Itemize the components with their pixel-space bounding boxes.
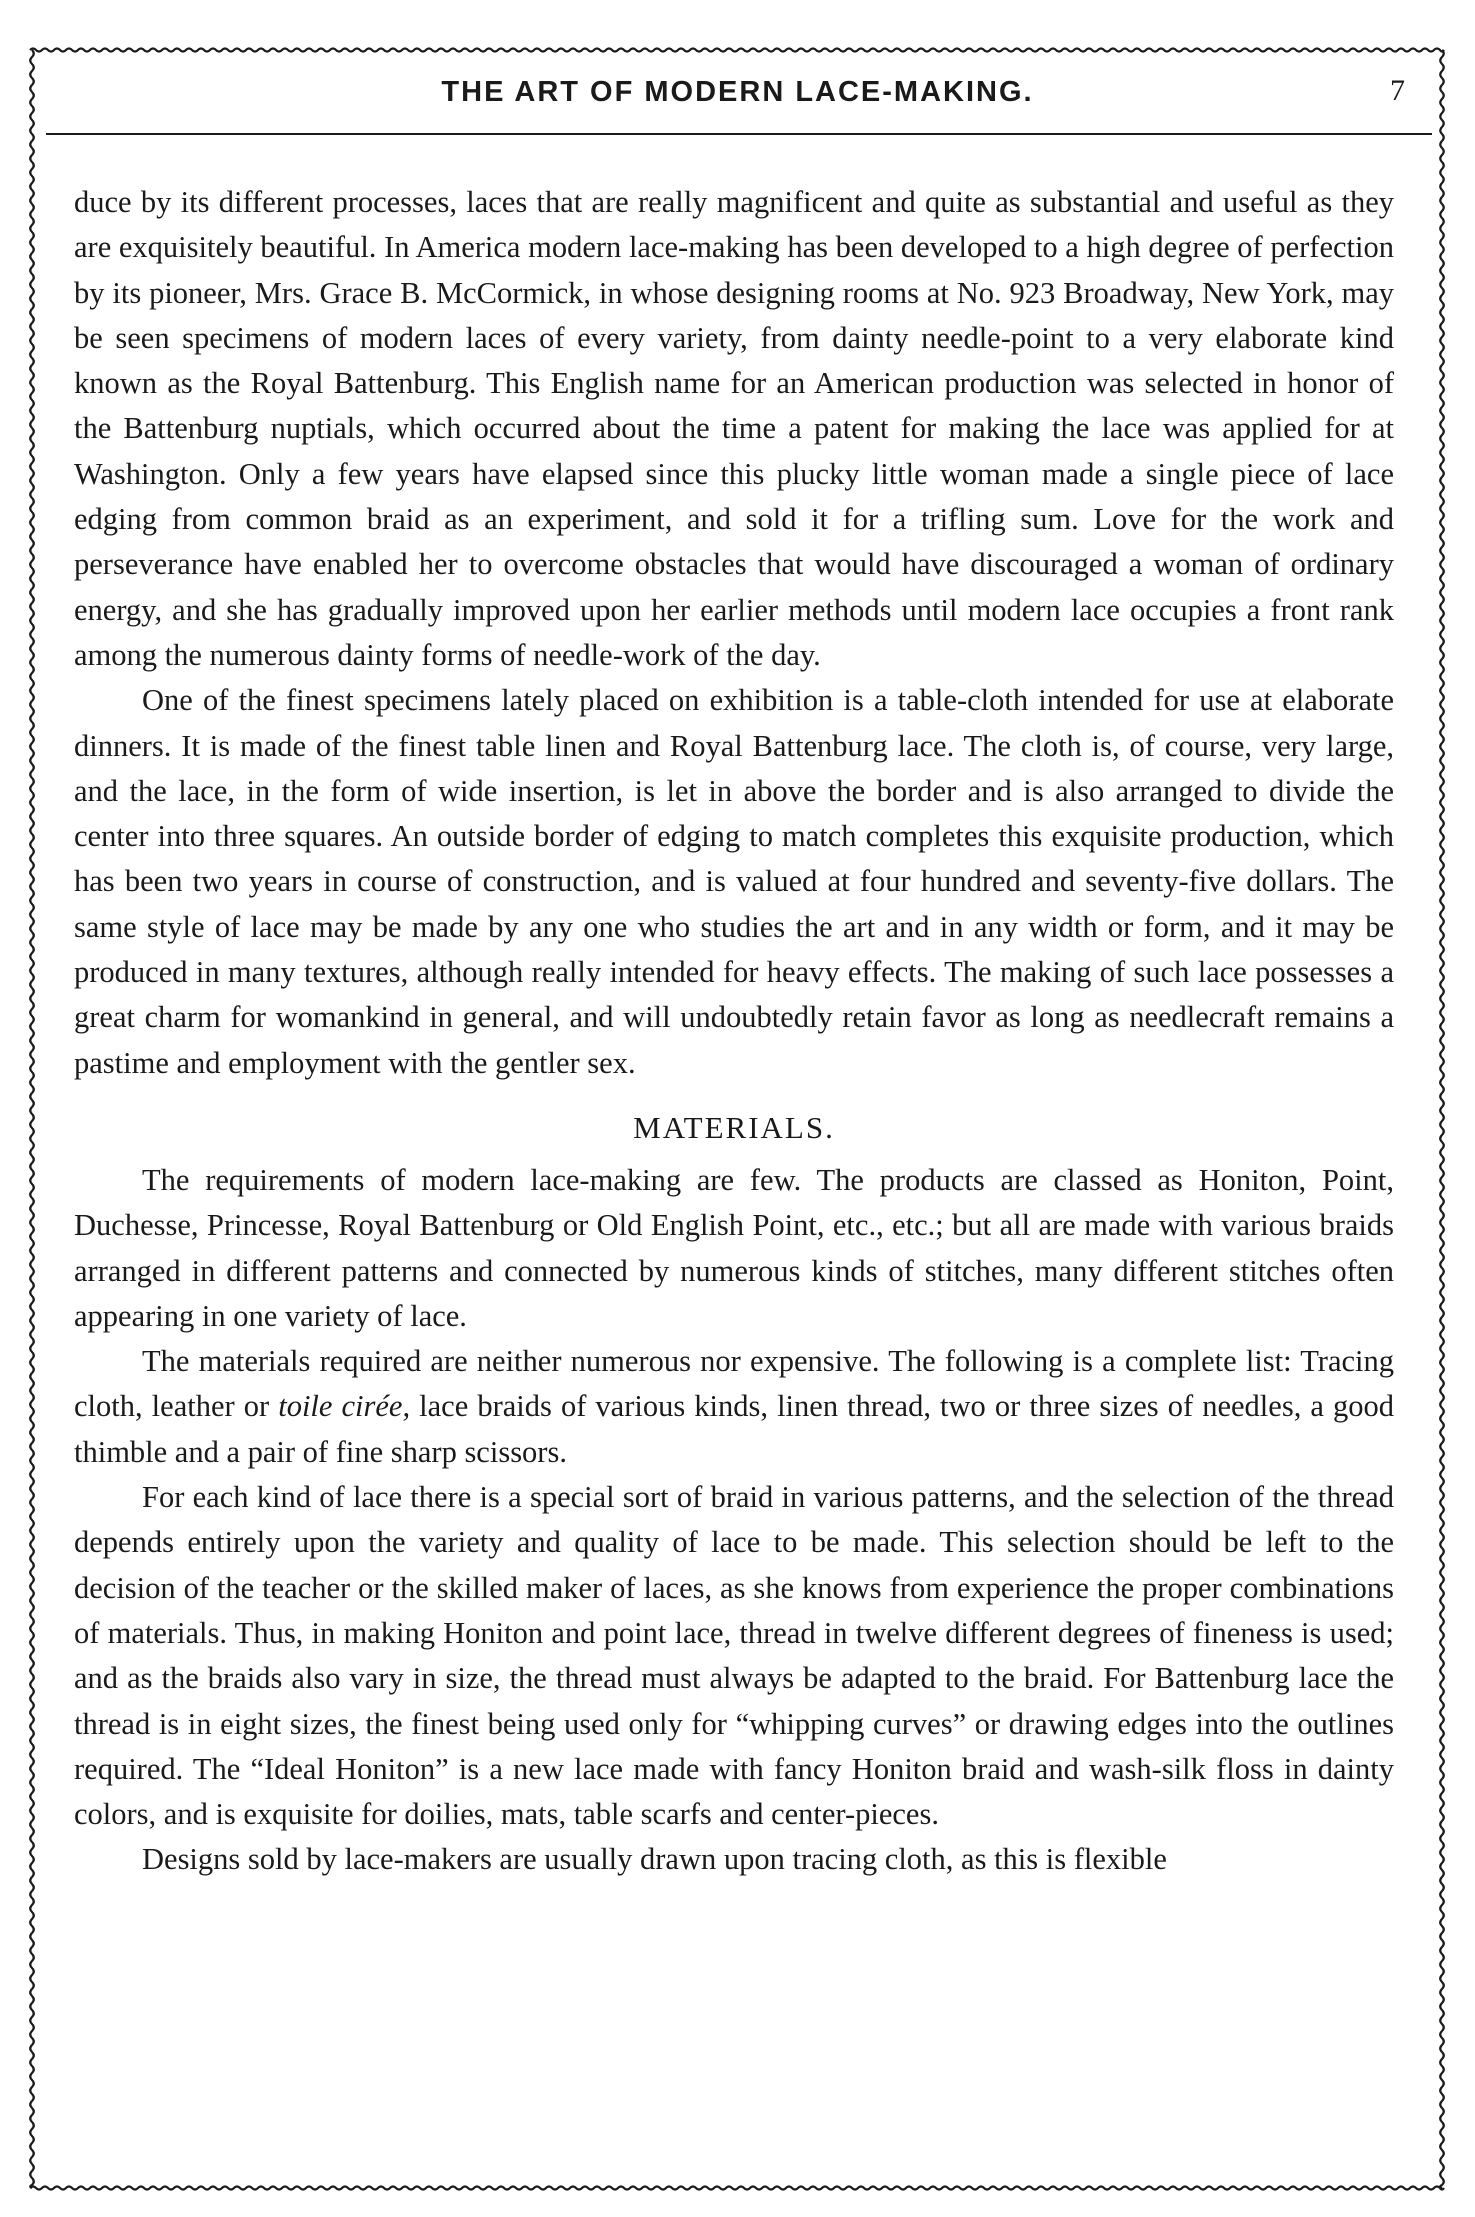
paragraph-tablecloth: One of the finest specimens lately placed on exhibition is a table-cloth intended for use at elaborate dinners. It is made of the finest table linen and Royal Battenburg lace. The cloth is, of course, very large, and the lace, in the form of wide insertion, is let in above the border and is also arranged to divide the center into three squares. An outside border of edging to match completes this exquisite production, which has been two years in course of construction, and is valued at four hundred and seventy-five dollars. The same style of lace may be made by any one who studies the art and in any width or form, and it may be produced in many textures, although really intended for heavy effects. The making of such lace possesses a great charm for womankind in general, and will undoubtedly retain favor as long as needlecraft remains a pastime and employment with the gentler sex. (74, 683, 1394, 1080)
running-header: THE ART OF MODERN LACE-MAKING. (441, 76, 1034, 108)
border-left (30, 50, 34, 2188)
paragraph-braid-thread: For each kind of lace there is a special sort of braid in various patterns, and the selection of the thread depends entirely upon the variety and quality of lace to be made. This selection should be left to the decision of the teacher or the skilled maker of laces, as she knows from experience the proper combinations of materials. Thus, in making Honiton and point lace, thread in twelve different degrees of fineness is used; and as the braids also vary in size, the thread must always be adapted to the braid. For Battenburg lace the thread is in eight sizes, the finest being used only for “whipping curves” or drawing edges into the outlines required. The “Ideal Honiton” is a new lace made with fancy Honiton braid and wash-silk floss in dainty colors, and is exquisite for doilies, mats, table scarfs and center-pieces. (74, 1480, 1394, 1832)
paragraph-continuation: duce by its different processes, laces that are really magnificent and quite as substantial and useful as they are exquisitely beautiful. In America modern lace-making has been developed to a high degree of perfection by its pioneer, Mrs. Grace B. McCormick, in whose designing rooms at No. 923 Broadway, New York, may be seen specimens of modern laces of every variety, from dainty needle-point to a very elaborate kind known as the Royal Battenburg. This English name for an American production was selected in honor of the Battenburg nuptials, which occurred about the time a patent for making the lace was applied for at Washington. Only a few years have elapsed since this plucky little woman made a single piece of lace edging from common braid as an experiment, and sold it for a trifling sum. Love for the work and perseverance have enabled her to overcome obstacles that would have discouraged a woman of ordinary energy, and she has gradually improved upon her earlier methods until modern lace occupies a front rank among the numerous dainty forms of needle-work of the day. (74, 185, 1394, 672)
section-heading: MATERIALS. (633, 1109, 835, 1145)
border-bottom (30, 2187, 1444, 2190)
materials-text-start: The materials required are neither numerous nor expensive. The following is a complete list: Tracing cloth, leather or (74, 1344, 1394, 1424)
body-text (74, 180, 1394, 1883)
paragraph-requirements: The requirements of modern lace-making are few. The products are classed as Honiton, Point, Duchesse, Princesse, Royal Battenburg or Old English Point, etc., etc.; but all are made with various braids arranged in different patterns and connected by numerous kinds of stitches, many different stitches often appearing in one variety of lace. (74, 1162, 1394, 1333)
paragraph-materials-list (74, 1339, 1394, 1475)
border-right (1440, 50, 1444, 2188)
materials-text-end: lace braids of various kinds, linen thread, two or three sizes of needles, a good thimble and a pair of fine sharp scissors. (74, 1389, 1395, 1469)
materials-italic-term: toile cirée, (278, 1389, 411, 1424)
page-number: 7 (1390, 74, 1405, 107)
border-top (30, 49, 1444, 52)
paragraph-designs: Designs sold by lace-makers are usually drawn upon tracing cloth, as this is flexible (142, 1842, 1167, 1877)
